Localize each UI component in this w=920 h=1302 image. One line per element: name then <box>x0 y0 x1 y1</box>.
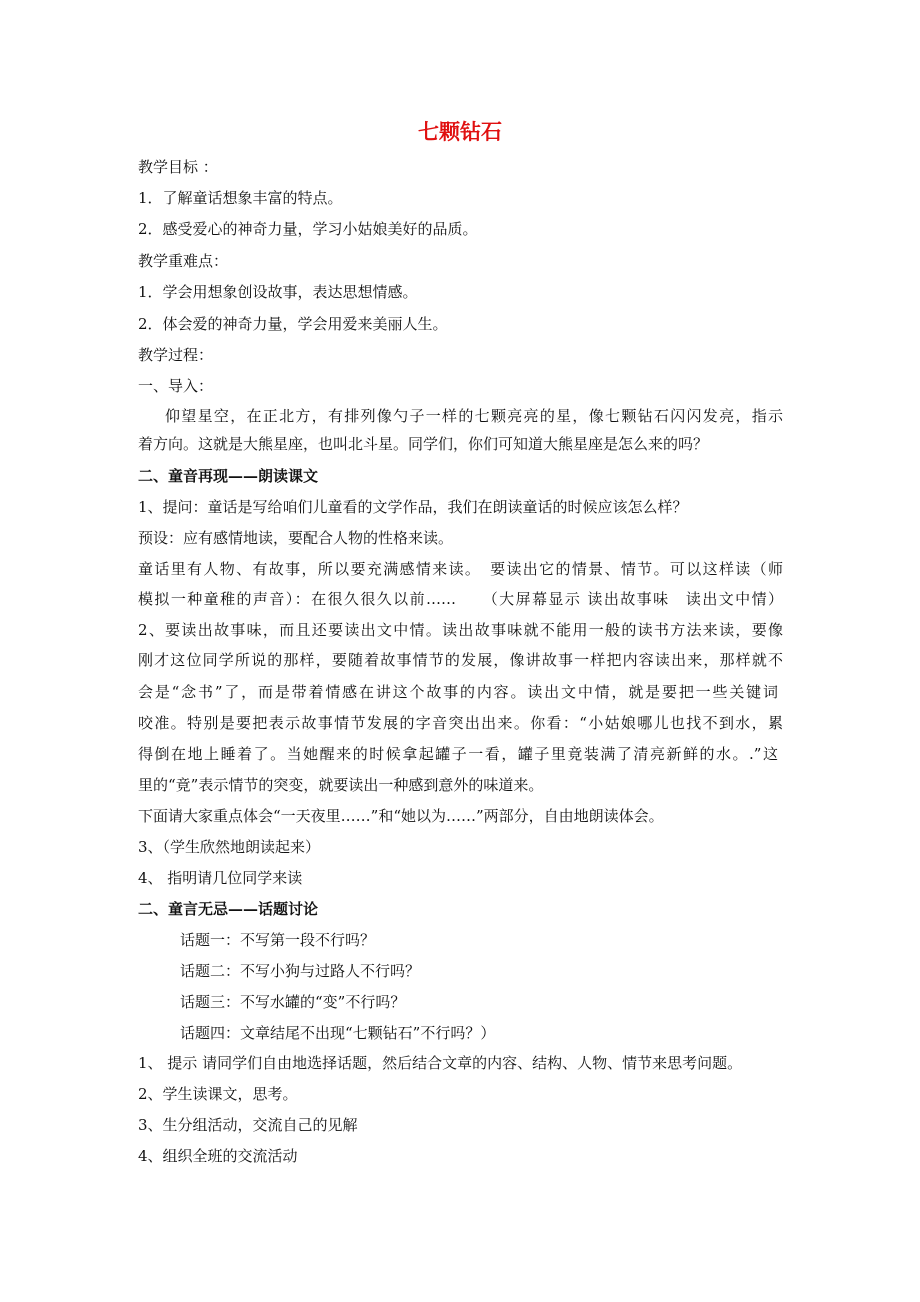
paragraph-line: 咬准。特别是要把表示故事情节发展的字音突出出来。你看：“小姑娘哪儿也找不到水，累 <box>138 714 783 732</box>
topic-item: 话题四：文章结尾不出现“七颗钻石”不行吗？） <box>180 1024 496 1042</box>
step-heading-reading: 二、童音再现——朗读课文 <box>138 467 319 485</box>
section-heading-key-points: 教学重难点： <box>138 252 229 270</box>
paragraph-line: 下面请大家重点体会“一天夜里……”和“她以为……”两部分，自由地朗读体会。 <box>138 807 664 825</box>
paragraph-line: 里的“竟”表示情节的突变，就要读出一种感到意外的味道来。 <box>138 776 544 794</box>
paragraph-line: 3、生分组活动，交流自己的见解 <box>138 1116 358 1134</box>
section-heading-objectives: 教学目标 ： <box>138 158 218 176</box>
step-heading-discussion: 二、童言无忌——话题讨论 <box>138 900 319 918</box>
objective-item: 2．感受爱心的神奇力量，学习小姑娘美好的品质。 <box>138 220 478 238</box>
key-point-item: 1．学会用想象创设故事，表达思想情感。 <box>138 283 418 301</box>
paragraph-line: 2、学生读课文，思考。 <box>138 1085 298 1103</box>
key-point-item: 2．体会爱的神奇力量，学会用爱来美丽人生。 <box>138 315 448 333</box>
paragraph-line: 预设：应有感情地读，要配合人物的性格来读。 <box>138 529 454 547</box>
paragraph-line: 得倒在地上睡着了。当她醒来的时候拿起罐子一看，罐子里竟装满了清亮新鲜的水。.”这 <box>138 745 778 763</box>
paragraph-line: 刚才这位同学所说的那样，要随着故事情节的发展，像讲故事一样把内容读出来，那样就不 <box>138 651 783 669</box>
paragraph-line: 1、提问：童话是写给咱们儿童看的文学作品，我们在朗读童话的时候应该怎么样？ <box>138 498 688 516</box>
paragraph-line: 会是“念书”了，而是带着情感在讲这个故事的内容。读出文中情，就是要把一些关键词 <box>138 683 778 701</box>
paragraph-line: 3、（学生欣然地朗读起来） <box>138 838 321 856</box>
topic-item: 话题三：不写水罐的“变”不行吗？ <box>180 993 406 1011</box>
section-heading-process: 教学过程： <box>138 346 214 364</box>
paragraph-line: 仰望星空，在正北方，有排列像勺子一样的七颗亮亮的星，像七颗钻石闪闪发亮，指示 <box>165 407 783 425</box>
paragraph-line: 4、组织全班的交流活动 <box>138 1147 298 1165</box>
paragraph-line: 1、 提示 请同学们自由地选择话题，然后结合文章的内容、结构、人物、情节来思考问题。 <box>138 1054 743 1072</box>
objective-item: 1．了解童话想象丰富的特点。 <box>138 189 343 207</box>
step-heading-intro: 一、导入： <box>138 377 214 395</box>
topic-item: 话题二：不写小狗与过路人不行吗？ <box>180 962 421 980</box>
paragraph-line: 童话里有人物、有故事，所以要充满感情来读。 要读出它的情景、情节。可以这样读（师 <box>138 560 783 578</box>
paragraph-line: 模拟一种童稚的声音）：在很久很久以前…… （大屏幕显示 读出故事味 读出文中情） <box>138 590 783 608</box>
paragraph-line: 4、 指明请几位同学来读 <box>138 869 303 887</box>
document-title: 七颗钻石 <box>418 120 502 144</box>
paragraph-line: 2、要读出故事味，而且还要读出文中情。读出故事味就不能用一般的读书方法来读，要像 <box>138 621 783 639</box>
topic-item: 话题一：不写第一段不行吗？ <box>180 931 376 949</box>
paragraph-line: 着方向。这就是大熊星座，也叫北斗星。同学们，你们可知道大熊星座是怎么来的吗？ <box>138 435 709 453</box>
